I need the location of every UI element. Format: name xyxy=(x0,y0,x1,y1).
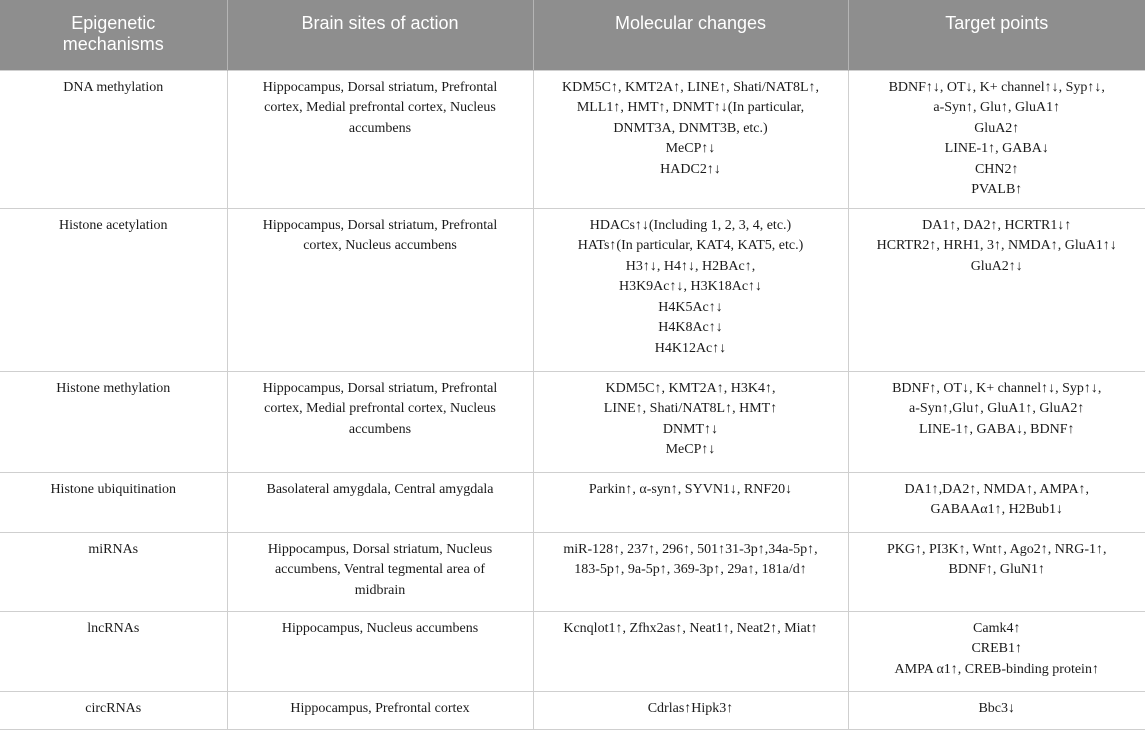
target-line: DA1↑,DA2↑, NMDA↑, AMPA↑, xyxy=(904,481,1090,497)
cell-mechanism xyxy=(0,611,227,691)
table-row xyxy=(0,472,1145,532)
molecular-line: KDM5C↑, KMT2A↑, LINE↑, Shati/NAT8L↑, xyxy=(561,79,820,95)
molecular-line: Kcnqlot1↑, Zfhx2as↑, Neat1↑, Neat2↑, Miat↑ xyxy=(563,620,818,636)
target-line: AMPA α1↑, CREB-binding protein↑ xyxy=(894,661,1099,677)
site-line: Hippocampus, Dorsal striatum, Prefrontal xyxy=(262,79,498,95)
cell-target-points xyxy=(848,472,1145,532)
molecular-line: 183-5p↑, 9a-5p↑, 369-3p↑, 29a↑, 181a/d↑ xyxy=(574,562,807,577)
header-target-points-text: Target points xyxy=(945,13,1049,33)
molecular-line: HATs↑(In particular, KAT4, KAT5, etc.) xyxy=(577,238,804,253)
target-line: LINE-1↑, GABA↓, BDNF↑ xyxy=(918,421,1075,437)
cell-brain-sites xyxy=(227,70,533,208)
target-line: GluA2↑ xyxy=(974,120,1020,136)
site-line: cortex, Medial prefrontal cortex, Nucleus xyxy=(264,401,496,416)
target-line: DA1↑, DA2↑, HCRTR1↓↑ xyxy=(922,217,1072,233)
target-line: a-Syn↑, Glu↑, GluA1↑ xyxy=(933,100,1061,115)
cell-molecular-changes xyxy=(533,371,848,472)
molecular-line: DNMT3A, DNMT3B, etc.) xyxy=(613,120,768,136)
mechanism-name: Histone ubiquitination xyxy=(50,481,177,497)
cell-molecular-changes xyxy=(533,611,848,691)
cell-target-points xyxy=(848,611,1145,691)
target-line: BDNF↑, OT↓, K+ channel↑↓, Syp↑↓, xyxy=(892,380,1102,396)
target-line: PKG↑, PI3K↑, Wnt↑, Ago2↑, NRG-1↑, xyxy=(887,541,1107,557)
table-row xyxy=(0,371,1145,472)
site-line: accumbens xyxy=(348,120,412,136)
table-row xyxy=(0,70,1145,208)
target-line: LINE-1↑, GABA↓ xyxy=(944,141,1049,156)
site-line: Basolateral amygdala, Central amygdala xyxy=(266,481,494,497)
target-line: GluA2↑↓ xyxy=(970,258,1023,274)
cell-target-points xyxy=(848,70,1145,208)
target-line: a-Syn↑,Glu↑, GluA1↑, GluA2↑ xyxy=(909,401,1085,416)
cell-molecular-changes xyxy=(533,472,848,532)
header-target-points xyxy=(848,0,1145,70)
mechanism-name: circRNAs xyxy=(85,700,142,716)
cell-molecular-changes xyxy=(533,70,848,208)
site-line: cortex, Nucleus accumbens xyxy=(303,238,457,253)
molecular-line: MeCP↑↓ xyxy=(665,442,716,457)
cell-target-points xyxy=(848,371,1145,472)
target-line: CREB1↑ xyxy=(971,641,1023,656)
mechanism-name: Histone acetylation xyxy=(59,217,168,233)
site-line: midbrain xyxy=(354,582,406,598)
molecular-line: DNMT↑↓ xyxy=(662,421,719,437)
cell-brain-sites xyxy=(227,691,533,729)
molecular-line: MLL1↑, HMT↑, DNMT↑↓(In particular, xyxy=(576,100,805,115)
target-line: Camk4↑ xyxy=(973,620,1021,636)
table-header xyxy=(0,0,1145,70)
molecular-line: Cdrlas↑Hipk3↑ xyxy=(647,700,734,716)
table-row xyxy=(0,691,1145,729)
site-line: Hippocampus, Dorsal striatum, Prefrontal xyxy=(262,380,498,396)
table-row xyxy=(0,208,1145,371)
molecular-line: HDACs↑↓(Including 1, 2, 3, 4, etc.) xyxy=(589,217,792,233)
cell-brain-sites xyxy=(227,472,533,532)
header-row xyxy=(0,0,1145,70)
molecular-line: H4K12Ac↑↓ xyxy=(654,340,727,356)
cell-target-points xyxy=(848,532,1145,611)
target-line: BDNF↑↓, OT↓, K+ channel↑↓, Syp↑↓, xyxy=(888,79,1105,95)
cell-brain-sites xyxy=(227,208,533,371)
header-epigenetic-mechanisms xyxy=(0,0,227,70)
site-line: Hippocampus, Prefrontal cortex xyxy=(290,700,470,716)
target-line: HCRTR2↑, HRH1, 3↑, NMDA↑, GluA1↑↓ xyxy=(876,238,1117,253)
molecular-line: HADC2↑↓ xyxy=(660,161,721,177)
cell-brain-sites xyxy=(227,611,533,691)
cell-mechanism xyxy=(0,532,227,611)
mechanism-name: miRNAs xyxy=(88,541,139,557)
header-epigenetic-mechanisms-text: Epigenetic mechanisms xyxy=(62,13,164,54)
cell-molecular-changes xyxy=(533,532,848,611)
target-line: BDNF↑, GluN1↑ xyxy=(948,562,1045,577)
molecular-line: LINE↑, Shati/NAT8L↑, HMT↑ xyxy=(603,401,778,416)
cell-molecular-changes xyxy=(533,208,848,371)
target-line: Bbc3↓ xyxy=(978,700,1016,716)
site-line: accumbens xyxy=(348,421,412,437)
table-body xyxy=(0,70,1145,729)
mechanism-name: DNA methylation xyxy=(63,79,164,95)
table-row xyxy=(0,532,1145,611)
header-brain-sites xyxy=(227,0,533,70)
target-line: GABAAα1↑, H2Bub1↓ xyxy=(930,502,1064,517)
molecular-line: H4K5Ac↑↓ xyxy=(658,299,723,315)
cell-mechanism xyxy=(0,70,227,208)
site-line: Hippocampus, Dorsal striatum, Nucleus xyxy=(267,541,493,557)
cell-brain-sites xyxy=(227,532,533,611)
molecular-line: KDM5C↑, KMT2A↑, H3K4↑, xyxy=(605,380,776,396)
molecular-line: H4K8Ac↑↓ xyxy=(658,320,723,335)
table-row xyxy=(0,611,1145,691)
site-line: accumbens, Ventral tegmental area of xyxy=(274,562,486,577)
molecular-line: miR-128↑, 237↑, 296↑, 501↑31-3p↑,34a-5p↑, xyxy=(563,541,818,557)
header-brain-sites-text: Brain sites of action xyxy=(301,13,459,33)
molecular-line: MeCP↑↓ xyxy=(665,141,716,156)
site-line: Hippocampus, Dorsal striatum, Prefrontal xyxy=(262,217,498,233)
site-line: cortex, Medial prefrontal cortex, Nucleus xyxy=(264,100,496,115)
target-line: CHN2↑ xyxy=(974,161,1019,177)
site-line: Hippocampus, Nucleus accumbens xyxy=(281,620,479,636)
cell-mechanism xyxy=(0,371,227,472)
mechanism-name: lncRNAs xyxy=(87,620,140,636)
header-molecular-changes-text: Molecular changes xyxy=(614,13,767,33)
target-line: PVALB↑ xyxy=(971,182,1023,197)
cell-target-points xyxy=(848,208,1145,371)
cell-mechanism xyxy=(0,472,227,532)
cell-brain-sites xyxy=(227,371,533,472)
header-molecular-changes xyxy=(533,0,848,70)
molecular-line: Parkin↑, α-syn↑, SYVN1↓, RNF20↓ xyxy=(588,481,793,497)
molecular-line: H3↑↓, H4↑↓, H2BAc↑, xyxy=(625,258,756,274)
cell-target-points xyxy=(848,691,1145,729)
cell-mechanism xyxy=(0,691,227,729)
molecular-line: H3K9Ac↑↓, H3K18Ac↑↓ xyxy=(618,279,763,294)
mechanism-name: Histone methylation xyxy=(56,380,171,396)
cell-molecular-changes xyxy=(533,691,848,729)
cell-mechanism xyxy=(0,208,227,371)
